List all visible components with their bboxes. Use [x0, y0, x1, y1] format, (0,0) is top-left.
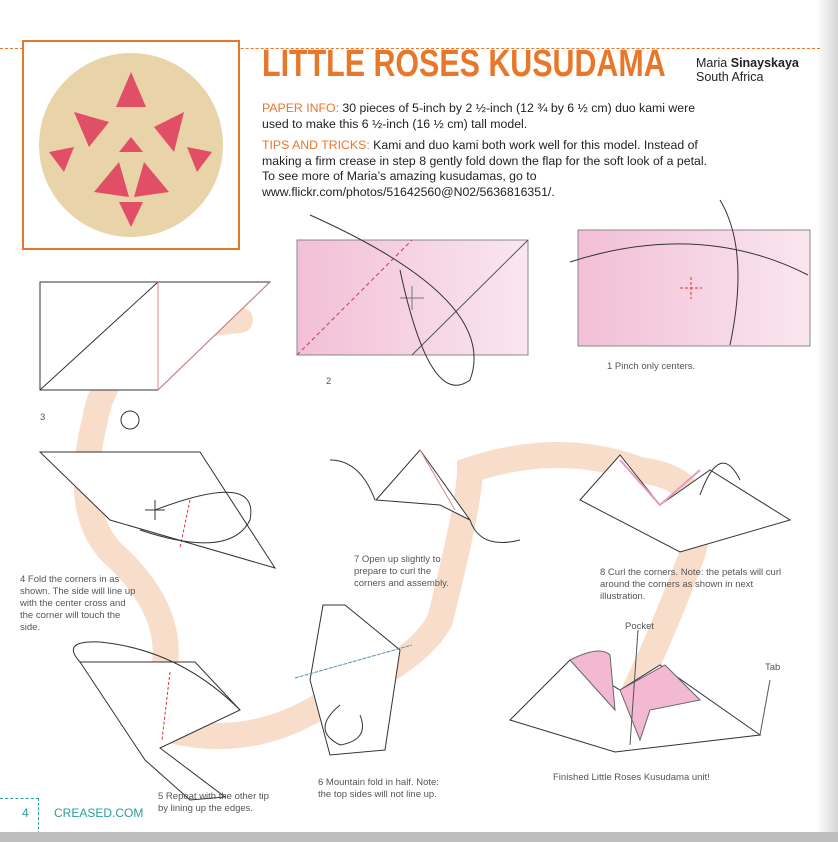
- step3-diagram: [40, 282, 270, 429]
- step5-caption: 5 Repeat with the other tip by lining up the edges.: [158, 791, 269, 814]
- step4-diagram: [40, 452, 275, 568]
- author-block: [696, 56, 799, 84]
- author-first-name: Maria: [696, 56, 731, 70]
- finished-unit-diagram: [510, 630, 770, 752]
- step2-caption: 2: [326, 376, 332, 387]
- step1-caption: 1 Pinch only centers.: [607, 361, 696, 372]
- paper-info-text: 30 pieces of 5-inch by 2 ½-inch (12 ¾ by 6 ½ cm) duo kami were used to make this 6 ½-inch (16 ½ cm) tall model.: [262, 101, 696, 131]
- tab-label: Tab: [765, 662, 781, 673]
- paper-info: [262, 101, 712, 132]
- tips-text: Kami and duo kami both work well for this model. Instead of making a firm crease in step 8 gently fold down the flap for the soft look of a petal. To see more of Maria’s amazing kusudamas, go to www.flickr.com/photos/51642560@N02/5636816351/.: [262, 138, 707, 199]
- step5-diagram: [73, 642, 240, 800]
- kusudama-photo: [22, 40, 240, 250]
- tips-and-tricks: [262, 138, 712, 200]
- author-last-name: Sinayskaya: [730, 56, 799, 70]
- finished-caption: Finished Little Roses Kusudama unit!: [553, 772, 710, 783]
- page-number: 4: [22, 806, 29, 820]
- step8-diagram: [580, 455, 790, 552]
- paper-info-label: PAPER INFO:: [262, 101, 339, 115]
- step2-diagram: [297, 215, 528, 385]
- intro-text: [262, 101, 712, 206]
- kusudama-image: [24, 42, 238, 248]
- bottom-bar: [0, 832, 838, 842]
- step8-caption: 8 Curl the corners. Note: the petals will curl around the corners as shown in next illustration.: [600, 567, 782, 602]
- step6-diagram: [295, 605, 412, 755]
- step4-caption: 4 Fold the corners in as shown. The side will line up with the center cross and the corner will touch the side.: [20, 574, 136, 633]
- footer-site-link[interactable]: CREASED.COM: [54, 806, 144, 820]
- step3-caption: 3: [40, 412, 46, 423]
- tips-label: TIPS AND TRICKS:: [262, 138, 370, 152]
- page-title: LITTLE ROSES KUSUDAMA: [262, 43, 666, 85]
- step7-caption: 7 Open up slightly to prepare to curl the corners and assembly.: [354, 554, 449, 589]
- pocket-label: Pocket: [625, 621, 655, 632]
- author-country: South Africa: [696, 70, 764, 84]
- step1-diagram: [570, 200, 810, 346]
- step6-caption: 6 Mountain fold in half. Note: the top sides will not line up.: [318, 777, 439, 800]
